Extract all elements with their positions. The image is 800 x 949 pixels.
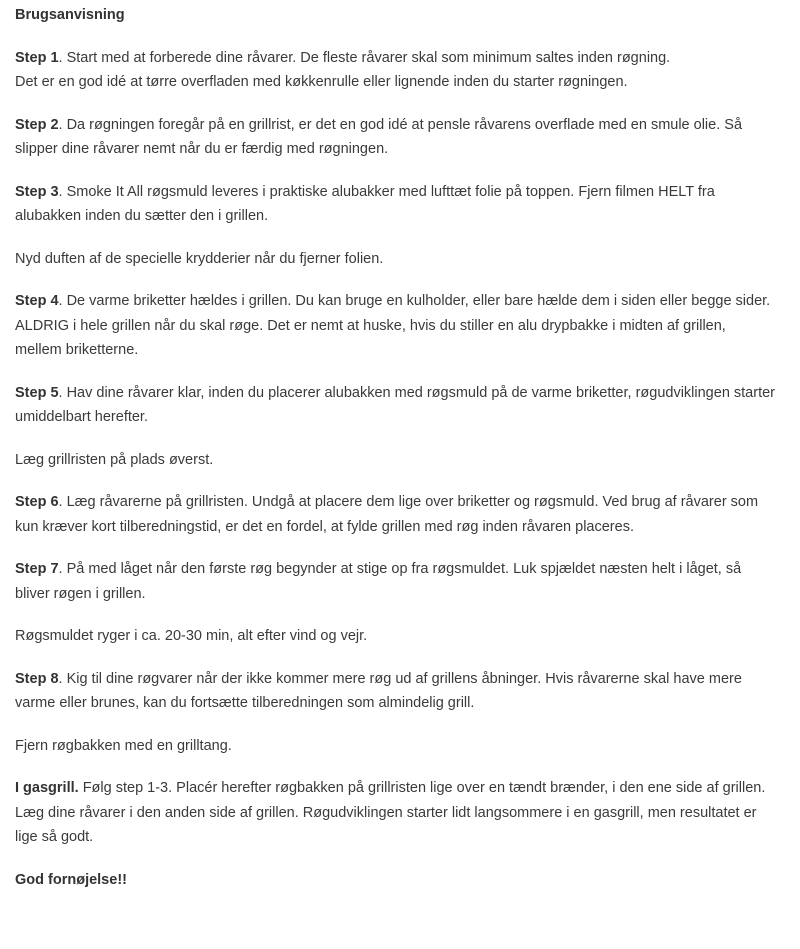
step-3-text: . Smoke It All røgsmuld leveres i praktiske alubakker med lufttæt folie på toppen. Fjern filmen HELT fra alubakken inden du sætter den i grillen. — [15, 183, 715, 224]
step-1-text: . Start med at forberede dine råvarer. De fleste råvarer skal som minimum saltes inden røgning. — [58, 49, 671, 66]
step-5-paragraph — [15, 381, 775, 430]
gas-grill-paragraph — [15, 776, 775, 850]
step-3-label: Step 3 — [15, 183, 59, 200]
step-8-text: . Kig til dine røgvarer når der ikke kommer mere røg ud af grillens åbninger. Hvis råvarerne skal have mere varme eller brunes, kan du fortsætte tilberedningen som almindelig grill. — [15, 670, 742, 711]
gas-grill-text: Følg step 1-3. Placér herefter røgbakken på grillristen lige over en tændt brænder, i den ene side af grillen. Læg dine råvarer i den anden side af grillen. Røgudviklingen starter lidt langsommere i en gasgrill, men resultatet er lige så godt. — [15, 780, 766, 845]
step-6-paragraph — [15, 490, 775, 539]
step-6-label: Step 6 — [15, 494, 59, 510]
step-1-text-continued: Det er en god idé at tørre overfladen med køkkenrulle eller lignende inden du starter røgningen. — [15, 74, 628, 90]
step-8-label: Step 8 — [15, 670, 59, 687]
step-8-note: Fjern røgbakken med en grilltang. — [15, 737, 232, 754]
step-2-text: . Da røgningen foregår på en grillrist, er det en god idé at pensle råvarens overflade med en smule olie. Så slipper dine råvarer nemt når du er færdig med røgningen. — [15, 116, 743, 157]
step-2-label: Step 2 — [15, 116, 59, 133]
instructions-document — [15, 3, 775, 892]
step-6-text: . Læg råvarerne på grillristen. Undgå at placere dem lige over briketter og røgsmuld. Ved brug af råvarer som kun kræver kort tilberedningstid, er det en fordel, at fylde grillen med røg inden råvaren placeres. — [15, 494, 759, 535]
closing-text: God fornøjelse!! — [15, 871, 127, 888]
step-3-note: Nyd duften af de specielle krydderier når du fjerner folien. — [15, 250, 384, 267]
step-5-label: Step 5 — [15, 384, 59, 401]
step-5-text: . Hav dine råvarer klar, inden du placerer alubakken med røgsmuld på de varme briketter, røgudviklingen starter umiddelbart herefter. — [15, 384, 775, 425]
step-7-paragraph — [15, 557, 775, 606]
step-4-label: Step 4 — [15, 293, 59, 309]
step-7-label: Step 7 — [15, 561, 59, 577]
page-title: Brugsanvisning — [15, 7, 125, 23]
step-4-text: . De varme briketter hældes i grillen. Du kan bruge en kulholder, eller bare hælde dem i siden eller begge sider. ALDRIG i hele grillen når du skal røge. Det er nemt at huske, hvis du stiller en alu drypbakke i midten af grillen, mellem briketterne. — [15, 293, 771, 358]
step-7-note: Røgsmuldet ryger i ca. 20-30 min, alt efter vind og vejr. — [15, 628, 368, 644]
step-1-label: Step 1 — [15, 49, 59, 66]
step-5-note: Læg grillristen på plads øverst. — [15, 451, 214, 468]
step-4-paragraph — [15, 289, 775, 363]
gas-grill-label: I gasgrill. — [15, 780, 79, 796]
step-7-text: . På med låget når den første røg begynder at stige op fra røgsmuldet. Luk spjældet næsten helt i låget, så bliver røgen i grillen. — [15, 561, 742, 602]
step-3-paragraph — [15, 180, 775, 229]
step-2-paragraph — [15, 113, 775, 162]
step-8-paragraph — [15, 667, 775, 716]
step-1-paragraph — [15, 46, 775, 95]
